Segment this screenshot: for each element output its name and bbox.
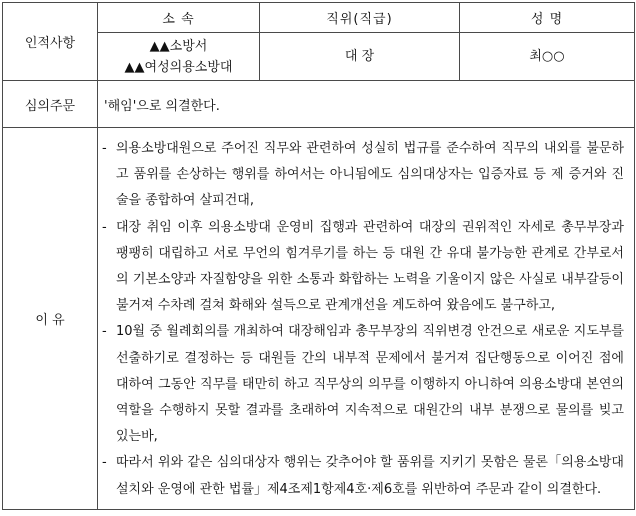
reason-text: 따라서 위와 같은 심의대상자 행위는 갖추어야 할 품위를 지키기 못함은 물론「의용소방대 설치와 운영에 관한 법률」제4조제1항제4호·제6호를 위반하여 주문과 같이 의결한다. xyxy=(116,455,624,497)
decision-text: '해임'으로 의결한다. xyxy=(98,81,635,128)
affiliation-line-1: ▲▲소방서 xyxy=(149,38,208,54)
affiliation-line-2: ▲▲여성의용소방대 xyxy=(124,59,233,75)
reason-item xyxy=(102,136,624,215)
reason-bullet: - xyxy=(102,324,107,340)
reason-item xyxy=(102,319,624,450)
reason-text: 의용소방대원으로 주어진 직무와 관련하여 성실히 법규를 준수하여 직무의 내외를 불문하고 품위를 손상하는 행위를 하여서는 아니됨에도 심의대상자는 입증자료 등 제 증거와 진술을 종합하여 살피건대, xyxy=(116,141,624,209)
reason-bullet: - xyxy=(102,455,107,471)
reason-text: 대장 취임 이후 의용소방대 운영비 집행과 관련하여 대장의 권위적인 자세로 총무부장과 팽팽히 대립하고 서로 무언의 힘겨루기를 하는 등 대원 간 유대 불가능한 관계로 간부로서의 기본소양과 자질함양을 위한 소통과 화합하는 노력을 기울이지 않은 사실로 내부갈등이 불거져 수차례 걸쳐 화해와 설득으로 관계개선을 계도하여 왔음에도 불구하고, xyxy=(116,219,624,314)
affiliation-header: 소 속 xyxy=(98,3,260,33)
position-value: 대 장 xyxy=(260,33,460,81)
position-header: 직위(직급) xyxy=(260,3,460,33)
reasons-body xyxy=(98,128,635,510)
personnel-label: 인적사항 xyxy=(3,3,98,81)
reason-item xyxy=(102,215,624,320)
reason-list xyxy=(102,136,624,503)
reasons-label: 이 유 xyxy=(3,128,98,510)
reason-bullet: - xyxy=(102,219,107,235)
decision-document-table xyxy=(2,2,635,510)
reason-text: 10월 중 월례회의를 개최하여 대장해임과 총무부장의 직위변경 안건으로 새로운 지도부를 선출하기로 결정하는 등 대원들 간의 내부적 문제에서 불거져 집단행동으로 이어진 점에 대하여 그동안 직무를 태만히 하고 직무상의 의무를 이행하지 아니하여 의용소방대 본연의 역할을 수행하지 못할 결과를 초래하여 지속적으로 대원간의 내부 분쟁으로 물의를 빚고 있는바, xyxy=(116,324,624,445)
name-value: 최○○ xyxy=(460,33,635,81)
decision-label: 심의주문 xyxy=(3,81,98,128)
reason-bullet: - xyxy=(102,141,107,156)
name-header: 성 명 xyxy=(460,3,635,33)
reason-item xyxy=(102,450,624,502)
affiliation-value xyxy=(98,33,260,81)
